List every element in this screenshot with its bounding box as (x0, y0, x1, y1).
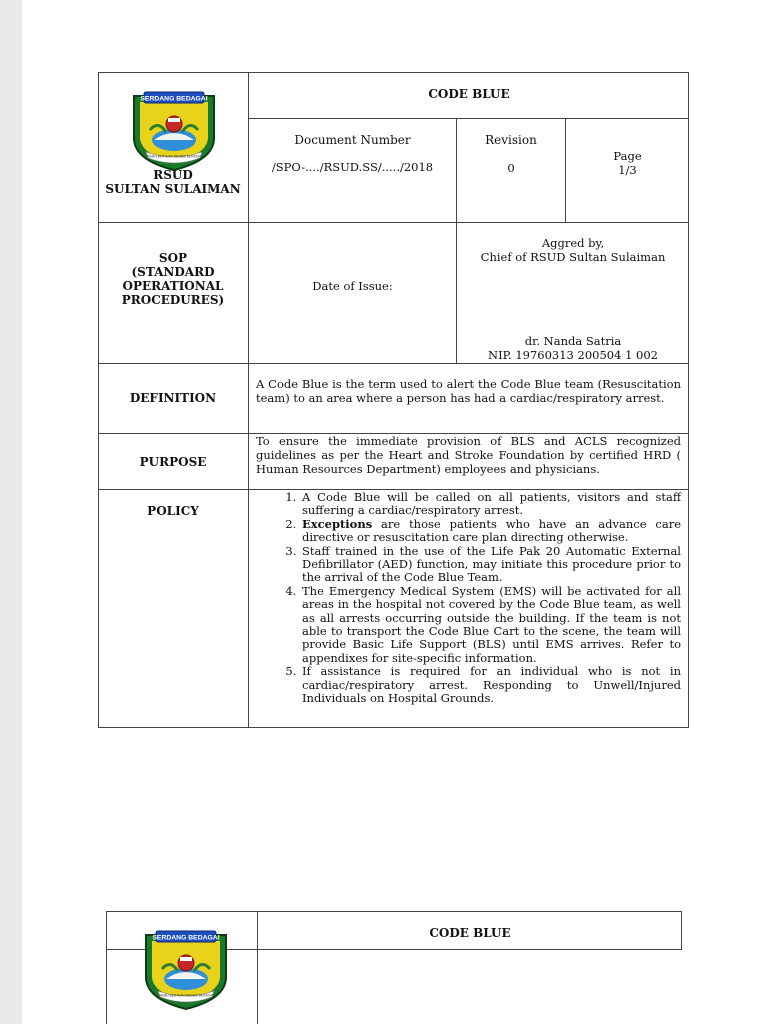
hospital-logo (139, 929, 233, 1011)
policy-item: 4. The Emergency Medical System (EMS) will be activated for all areas in the hospital not covered by the Code Blue team, as well as all arrests occurring outside the building. If the team is not able to transport the Code Blue Cart to the scene, the team will provide Basic Life Support (BLS) until EMS arrives. Refer to appendixes for site-specific information. (300, 585, 681, 665)
approval-header (457, 236, 689, 264)
agreed-by-text: Aggred by, (541, 236, 605, 250)
institution-line1: RSUD (153, 168, 193, 182)
institution-name (98, 168, 248, 196)
sop-line: SOP (158, 251, 188, 265)
signatory-name: dr. Nanda Satria (524, 334, 622, 348)
divider (248, 118, 689, 119)
logo-banner-text: SERDANG BEDAGAI (152, 934, 220, 942)
sop-line: (STANDARD (131, 265, 215, 279)
purpose-text: To ensure the immediate provision of BLS and ACLS recognized guidelines as per the Heart and Stroke Foundation by certified HRD ( Human Resources Department) employees and physicians. (256, 434, 681, 476)
divider (98, 222, 689, 223)
policy-item: 2. Exceptions are those patients who have an advance care directive or resuscitation care plan directing otherwise. (300, 518, 681, 545)
policy-label: POLICY (147, 504, 199, 518)
policy-item: 1. A Code Blue will be called on all patients, visitors and staff suffering a cardiac/respiratory arrest. (300, 491, 681, 518)
divider (106, 950, 107, 1024)
hospital-logo (128, 90, 220, 172)
policy-item: 5. If assistance is required for an individual who is not in cardiac/respiratory arrest. Responding to Unwell/Injured Individuals on Hospital Grounds. (300, 665, 681, 705)
page-margin-shade (0, 0, 22, 1024)
divider (98, 363, 689, 364)
purpose-label: PURPOSE (139, 455, 207, 469)
sop-line: OPERATIONAL (122, 279, 224, 293)
definition-label: DEFINITION (129, 391, 217, 405)
revision-label: Revision (485, 133, 537, 147)
signatory-nip: NIP. 19760313 200504 1 002 (488, 348, 658, 362)
page-value: 1/3 (618, 163, 637, 177)
document-title: CODE BLUE (429, 926, 511, 940)
definition-text: A Code Blue is the term used to alert the Code Blue team (Resuscitation team) to an area where a person has had a cardiac/respiratory arrest. (256, 377, 681, 405)
logo-banner-text: SERDANG BEDAGAI (140, 95, 208, 103)
approval-signatory (457, 334, 689, 362)
document-number-value: /SPO-..../RSUD.SS/...../2018 (271, 160, 434, 174)
sop-label (98, 251, 248, 307)
chief-title: Chief of RSUD Sultan Sulaiman (480, 250, 666, 264)
policy-item: 3. Staff trained in the use of the Life Pak 20 Automatic External Defibrillator (AED) function, may initiate this procedure prior to the arrival of the Code Blue Team. (300, 545, 681, 585)
logo-ribbon-text: TANAH BERTUAH NEGERI BERADAT (146, 154, 202, 159)
sop-line: PROCEDURES) (121, 293, 225, 307)
document-number-label: Document Number (294, 133, 411, 147)
logo-ribbon-text: TANAH BERTUAH NEGERI BERADAT (158, 993, 214, 998)
page-label: Page (613, 149, 642, 163)
revision-value: 0 (507, 161, 515, 175)
document-title: CODE BLUE (428, 87, 510, 101)
policy-list-wrap (274, 491, 681, 706)
date-of-issue-label: Date of Issue: (312, 279, 393, 293)
policy-list (274, 491, 681, 706)
institution-line2: SULTAN SULAIMAN (105, 182, 241, 196)
